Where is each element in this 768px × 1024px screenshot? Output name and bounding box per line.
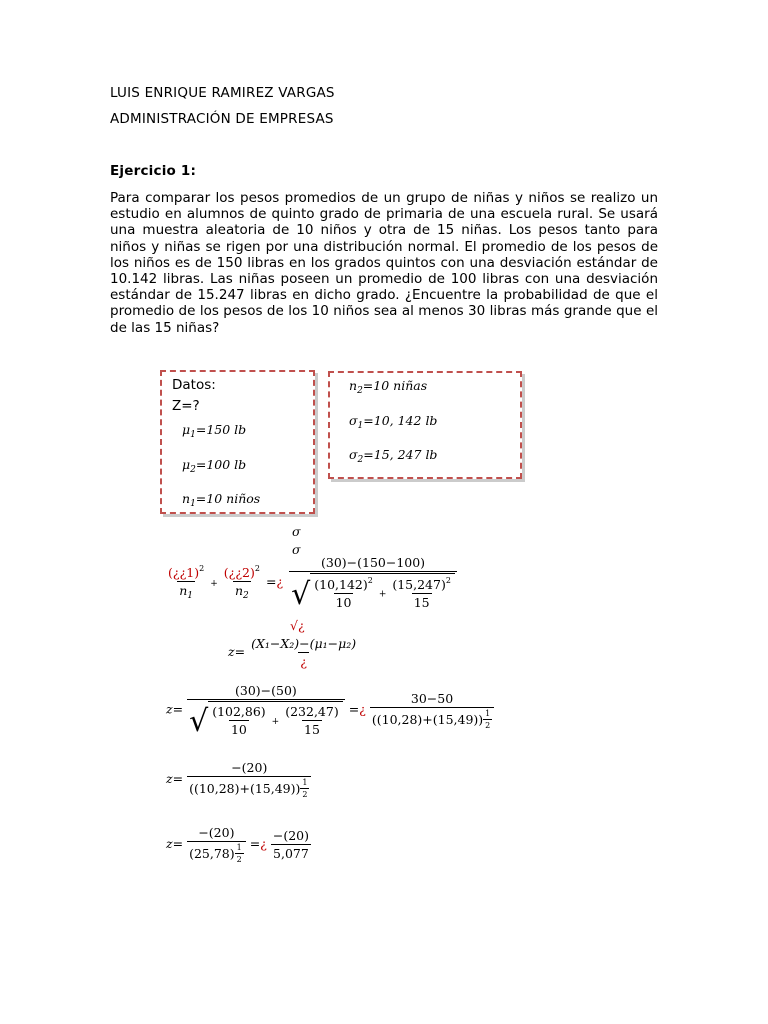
data-box-right — [328, 371, 522, 479]
problem-statement: Para comparar los pesos promedios de un grupo de niñas y niños se realizo un estudio en alumnos de quinto grado de primaria de una escuela rural. Se usará una muestra aleatoria de 10 niños y otra de 15 niñas. Los pesos tanto para niños y niñas se rigen por una distribución normal. El promedio de los pesos de los niños es de 150 libras en los grados quintos con una desviación estándar de 10.142 libras. Las niñas poseen un promedio de 100 libras con una desviación estándar de 15.247 libras en dicho grado. ¿Encuentre la probabilidad de que el promedio de los pesos de los 10 niños sea al menos 30 libras más grande que el de las 15 niñas? — [110, 190, 658, 336]
career-title: ADMINISTRACIÓN DE EMPRESAS — [110, 111, 334, 127]
data-label: Datos: — [172, 377, 216, 393]
mu2-value: $\mu_2=100$ lb — [182, 457, 247, 475]
z-unknown: Z=? — [172, 398, 200, 414]
author-name: LUIS ENRIQUE RAMIREZ VARGAS — [110, 85, 335, 101]
sqrt-inverted-glyph: √¿ — [290, 618, 305, 633]
n2-value: $n_2=10$ niñas — [349, 378, 428, 396]
equation-1: $\frac{(¿¿1)^2}{n_1}$ + $\frac{(¿¿2)^2}{n_2}$ =¿ (30)−(150−100) √ $\frac{(10,142)^2}{10}$ + $\frac{(15,247)^2}{15}$ — [166, 555, 457, 610]
sigma-glyph-b: σ — [292, 542, 301, 557]
equation-3: z= (30)−(50) √ $\frac{(102,86)}{10}$ + $\frac{(232,47)}{15}$ =¿ 30−50 ((10,28)+(15,49)) $\frac{1}{2}$ — [166, 683, 494, 737]
equation-2: z= $\frac{\text{(X₁−X₂)−(μ₁−μ₂)}}{¿}$ — [228, 636, 357, 669]
mu1-value: $\mu_1=150$ lb — [182, 422, 247, 440]
exercise-title: Ejercicio 1: — [110, 163, 197, 179]
sigma2-value: $\sigma_2=15$, 247 lb — [349, 447, 438, 465]
sigma1-value: $\sigma_1=10$, 142 lb — [349, 413, 438, 431]
data-box-left — [160, 370, 315, 514]
sigma-glyph-a: σ — [292, 524, 301, 539]
equation-5: z= −(20) (25,78) $\frac{1}{2}$ =¿ $\frac{-(20)}{5,077}$ — [166, 825, 309, 864]
equation-4: z= −(20) ((10,28)+(15,49)) $\frac{1}{2}$ — [166, 760, 311, 799]
n1-value: $n_1=10$ niños — [182, 491, 261, 509]
